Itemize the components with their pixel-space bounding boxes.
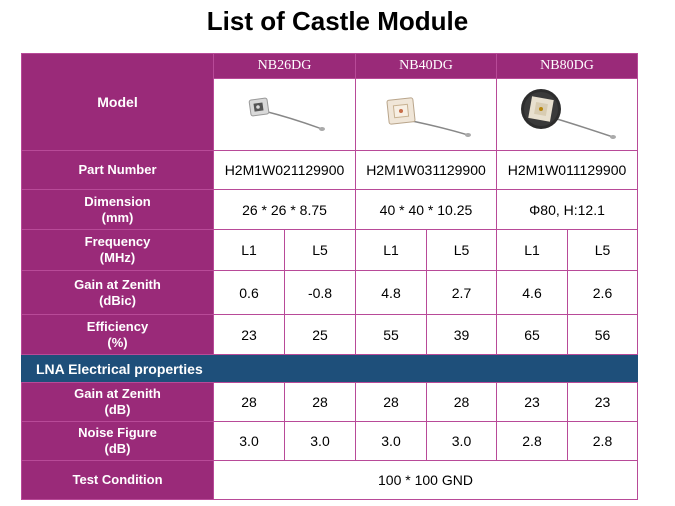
gain-label-line1: Gain at Zenith — [74, 276, 161, 292]
part-number-nb40dg: H2M1W031129900 — [356, 151, 497, 190]
efficiency-cell: 39 — [427, 315, 497, 355]
lna-gain-cell: 28 — [214, 383, 285, 422]
lna-gain-cell: 28 — [427, 383, 497, 422]
model-label: Model — [22, 54, 214, 151]
efficiency-cell: 56 — [568, 315, 638, 355]
frequency-cell: L1 — [356, 230, 427, 271]
frequency-cell: L5 — [427, 230, 497, 271]
dimension-label-line2: (mm) — [101, 209, 134, 225]
efficiency-label-line2: (%) — [107, 334, 128, 350]
lna-gain-cell: 28 — [285, 383, 356, 422]
gain-cell: 4.8 — [356, 271, 427, 315]
lna-gain-label — [22, 383, 214, 422]
gain-cell: 2.6 — [568, 271, 638, 315]
efficiency-label — [22, 315, 214, 355]
noise-cell: 3.0 — [285, 422, 356, 461]
castle-module-table — [21, 53, 638, 500]
dimension-nb26dg: 26 * 26 * 8.75 — [214, 190, 356, 230]
frequency-label — [22, 230, 214, 271]
frequency-cell: L5 — [568, 230, 638, 271]
efficiency-label-line1: Efficiency — [86, 318, 149, 334]
efficiency-cell: 23 — [214, 315, 285, 355]
test-condition-label: Test Condition — [22, 461, 214, 500]
lna-gain-label-line2: (dB) — [104, 402, 131, 417]
lna-section-header: LNA Electrical properties — [22, 355, 638, 383]
frequency-cell: L1 — [214, 230, 285, 271]
antenna-nb80dg-image — [497, 79, 638, 151]
model-nb80dg: NB80DG — [497, 54, 638, 79]
dimension-nb40dg: 40 * 40 * 10.25 — [356, 190, 497, 230]
test-condition-value: 100 * 100 GND — [214, 461, 638, 500]
frequency-label-line2: (MHz) — [99, 250, 136, 265]
noise-cell: 3.0 — [356, 422, 427, 461]
frequency-label-line1: Frequency — [84, 234, 151, 249]
gain-cell: -0.8 — [285, 271, 356, 315]
lna-gain-label-line1: Gain at Zenith — [74, 386, 161, 401]
noise-cell: 2.8 — [568, 422, 638, 461]
model-nb40dg: NB40DG — [356, 54, 497, 79]
model-nb26dg: NB26DG — [214, 54, 356, 79]
part-number-nb26dg: H2M1W021129900 — [214, 151, 356, 190]
efficiency-cell: 25 — [285, 315, 356, 355]
lna-gain-cell: 28 — [356, 383, 427, 422]
noise-figure-label — [22, 422, 214, 461]
efficiency-cell: 65 — [497, 315, 568, 355]
gain-cell: 2.7 — [427, 271, 497, 315]
lna-gain-cell: 23 — [568, 383, 638, 422]
gain-cell: 0.6 — [214, 271, 285, 315]
gain-label — [22, 271, 214, 315]
gain-cell: 4.6 — [497, 271, 568, 315]
dimension-label — [22, 190, 214, 230]
part-number-nb80dg: H2M1W011129900 — [497, 151, 638, 190]
noise-label-line2: (dB) — [104, 441, 131, 456]
noise-cell: 2.8 — [497, 422, 568, 461]
part-number-label: Part Number — [22, 151, 214, 190]
efficiency-cell: 55 — [356, 315, 427, 355]
dimension-nb80dg: Φ80, H:12.1 — [497, 190, 638, 230]
antenna-nb26dg-image — [214, 79, 356, 151]
noise-cell: 3.0 — [427, 422, 497, 461]
dimension-label-line1: Dimension — [84, 193, 151, 209]
noise-label-line1: Noise Figure — [78, 425, 157, 440]
gain-label-line2: (dBic) — [99, 292, 136, 308]
noise-cell: 3.0 — [214, 422, 285, 461]
frequency-cell: L1 — [497, 230, 568, 271]
antenna-nb40dg-image — [356, 79, 497, 151]
page-title: List of Castle Module — [206, 6, 469, 36]
lna-gain-cell: 23 — [497, 383, 568, 422]
frequency-cell: L5 — [285, 230, 356, 271]
